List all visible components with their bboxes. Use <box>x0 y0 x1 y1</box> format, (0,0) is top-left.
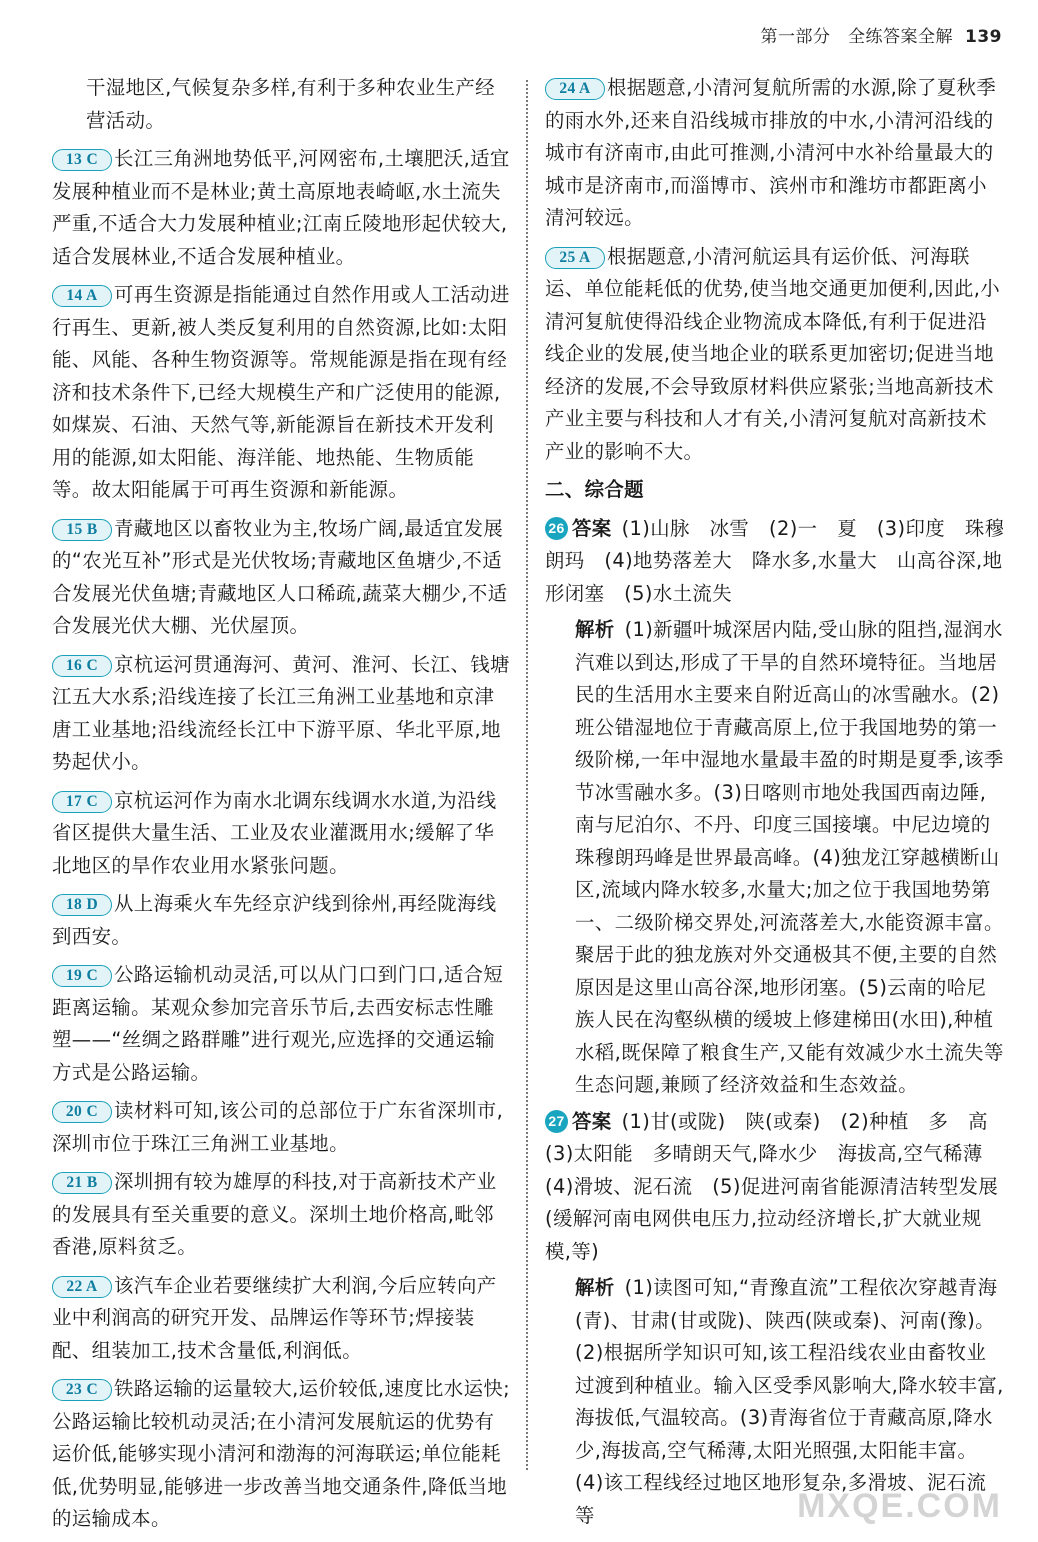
watermark-logo: MXQE.COM <box>797 1487 1002 1525</box>
answer-text: 干湿地区,气候复杂多样,有利于多种农业生产经营活动。 <box>86 76 495 132</box>
answer-text: 青藏地区以畜牧业为主,牧场广阔,最适宜发展的“农光互补”形式是光伏牧场;青藏地区鱼塘少,不适合发展光伏鱼塘;青藏地区人口稀疏,蔬菜大棚少,不适合发展光伏大棚、光伏屋顶。 <box>52 516 508 637</box>
section-title: 二、综合题 <box>545 478 644 501</box>
answer-item <box>52 1095 512 1160</box>
answer-text: 公路运输机动灵活,可以从门口到门口,适合短距离运输。某观众参加完音乐节后,去西安标志性雕塑——“丝绸之路群雕”进行观光,应选择的交通运输方式是公路运输。 <box>52 963 504 1084</box>
q27-number-badge: 27 <box>545 1110 568 1133</box>
answer-item <box>52 888 512 953</box>
answer-number-badge: 19 C <box>52 965 112 987</box>
q27-analysis-text: (1)读图可知,“青豫直流”工程依次穿越青海(青)、甘肃(甘或陇)、陕西(陕或秦)、河南(豫)。(2)根据所学知识可知,该工程沿线农业由畜牧业过渡到种植业。输入区受季风影响大,降水较丰富,海拔低,气温较高。(3)青海省位于青藏高原,降水少,海拔高,空气稀薄,太阳光照强,太阳能丰富。(4)该工程线经过地区地形复杂,多滑坡、泥石流等 <box>575 1276 1004 1527</box>
page-header <box>761 22 1003 47</box>
answer-number-badge: 13 C <box>52 149 112 171</box>
answer-text: 京杭运河作为南水北调东线调水水道,为沿线省区提供大量生活、工业及农业灌溉用水;缓解了华北地区的旱作农业用水紧张问题。 <box>52 788 497 877</box>
q26-answer <box>545 513 1005 611</box>
answer-item <box>52 1270 512 1368</box>
answer-number-badge: 20 C <box>52 1101 112 1123</box>
answer-number-badge: 17 C <box>52 791 112 813</box>
answer-item <box>52 1166 512 1264</box>
q26-number-badge: 26 <box>545 517 568 540</box>
answer-item <box>52 279 512 507</box>
q27-answer-label: 答案 <box>572 1109 612 1133</box>
answer-item <box>52 143 512 273</box>
answer-number-badge: 16 C <box>52 655 112 677</box>
answer-number-badge: 15 B <box>52 519 112 541</box>
right-answer-list <box>545 72 1005 468</box>
q26-analysis <box>545 614 1005 1102</box>
answer-text: 铁路运输的运量较大,运价较低,速度比水运快;公路运输比较机动灵活;在小清河发展航运的优势有运价低,能够实现小清河和渤海的河海联运;单位能耗低,优势明显,能够进一步改善当地交通条件,降低当地的运输成本。 <box>52 1377 511 1530</box>
answer-text: 根据题意,小清河航运具有运价低、河海联运、单位能耗低的优势,使当地交通更加便利,因此,小清河复航使得沿线企业物流成本降低,有利于促进沿线企业的发展,使当地企业的联系更加密切;促进当地经济的发展,不会导致原材料供应紧张;当地高新技术产业主要与科技和人才有关,小清河复航对高新技术产业的影响不大。 <box>545 244 1001 463</box>
column-divider <box>526 80 528 1470</box>
answer-item <box>52 1373 512 1536</box>
answer-text: 京杭运河贯通海河、黄河、淮河、长江、钱塘江五大水系;沿线连接了长江三角洲工业基地和京津唐工业基地;沿线流经长江中下游平原、华北平原,地势起伏小。 <box>52 652 510 773</box>
answer-item <box>52 785 512 883</box>
q26-answer-text: (1)山脉 冰雪 (2)一 夏 (3)印度 珠穆朗玛 (4)地势落差大 降水多,水量大 山高谷深,地形闭塞 (5)水土流失 <box>545 516 1005 605</box>
answer-number-badge: 25 A <box>545 247 605 269</box>
left-column <box>52 72 512 1542</box>
q26-answer-label: 答案 <box>572 516 612 540</box>
answer-number-badge: 24 A <box>545 78 605 100</box>
answer-text: 从上海乘火车先经京沪线到徐州,再经陇海线到西安。 <box>52 892 497 948</box>
answer-number-badge: 18 D <box>52 894 112 916</box>
answer-text: 该汽车企业若要继续扩大利润,今后应转向产业中利润高的研究开发、品牌运作等环节;焊接装配、组装加工,技术含量低,利润低。 <box>52 1273 497 1362</box>
answer-text: 长江三角洲地势低平,河网密布,土壤肥沃,适宜发展种植业而不是林业;黄土高原地表崎岖,水土流失严重,不适合大力发展种植业;江南丘陵地形起伏较大,适合发展林业,不适合发展种植业。 <box>52 147 510 268</box>
answer-text: 根据题意,小清河复航所需的水源,除了夏秋季的雨水外,还来自沿线城市排放的中水,小清河沿线的城市有济南市,由此可推测,小清河中水补给量最大的城市是济南市,而淄博市、滨州市和潍坊市都距离小清河较远。 <box>545 76 997 229</box>
answer-item <box>52 72 512 137</box>
q26-analysis-label: 解析 <box>575 618 615 641</box>
answer-text: 深圳拥有较为雄厚的科技,对于高新技术产业的发展具有至关重要的意义。深圳土地价格高,毗邻香港,原料贫乏。 <box>52 1170 497 1258</box>
answer-number-badge: 23 C <box>52 1379 112 1401</box>
q27-answer <box>545 1106 1008 1269</box>
question-26 <box>545 513 1005 1102</box>
header-title: 第一部分 全练答案全解 <box>760 27 953 47</box>
q26-analysis-text: (1)新疆叶城深居内陆,受山脉的阻挡,湿润水汽难以到达,形成了干旱的自然环境特征。当地居民的生活用水主要来自附近高山的冰雪融水。(2)班公错湿地位于青藏高原上,位于我国地势的第一级阶梯,一年中湿地水量最丰盈的时期是夏季,该季节冰雪融水多。(3)日喀则市地处我国西南边陲,南与尼泊尔、不丹、印度三国接壤。中尼边境的珠穆朗玛峰是世界最高峰。(4)独龙江穿越横断山区,流域内降水较多,水量大;加之位于我国地势第一、二级阶梯交界处,河流落差大,水能资源丰富。聚居于此的独龙族对外交通极其不便,主要的自然原因是这里山高谷深,地形闭塞。(5)云南的哈尼族人民在沟壑纵横的缓坡上修建梯田(水田),种植水稻,既保障了粮食生产,又能有效减少水土流失等生态问题,兼顾了经济效益和生态效益。 <box>575 618 1004 1096</box>
answer-item <box>52 649 512 779</box>
answer-item <box>52 959 512 1089</box>
q27-analysis-label: 解析 <box>575 1276 615 1299</box>
answer-item <box>545 241 1005 469</box>
right-column <box>545 72 1008 1536</box>
answer-number-badge: 14 A <box>52 285 112 307</box>
q27-answer-text: (1)甘(或陇) 陕(或秦) (2)种植 多 高 (3)太阳能 多晴朗天气,降水少 海拔高,空气稀薄 (4)滑坡、泥石流 (5)促进河南省能源清洁转型发展(缓解河南电网供电压力,拉动经济增长,扩大就业规模,等) <box>545 1109 1008 1263</box>
answer-item <box>545 72 1005 235</box>
answer-item <box>52 513 512 643</box>
answer-text: 读材料可知,该公司的总部位于广东省深圳市,深圳市位于珠江三角洲工业基地。 <box>52 1099 504 1155</box>
question-27 <box>545 1106 1008 1533</box>
page-number: 139 <box>965 27 1002 47</box>
answer-number-badge: 21 B <box>52 1172 112 1194</box>
answer-text: 可再生资源是指能通过自然作用或人工活动进行再生、更新,被人类反复利用的自然资源,比如:太阳能、风能、各种生物资源等。常规能源是指在现有经济和技术条件下,已经大规模生产和广泛使用的能源,如煤炭、石油、天然气等,新能源旨在新技术开发利用的能源,如太阳能、海洋能、地热能、生物质能等。故太阳能属于可再生资源和新能源。 <box>52 283 510 501</box>
answer-number-badge: 22 A <box>52 1276 112 1298</box>
